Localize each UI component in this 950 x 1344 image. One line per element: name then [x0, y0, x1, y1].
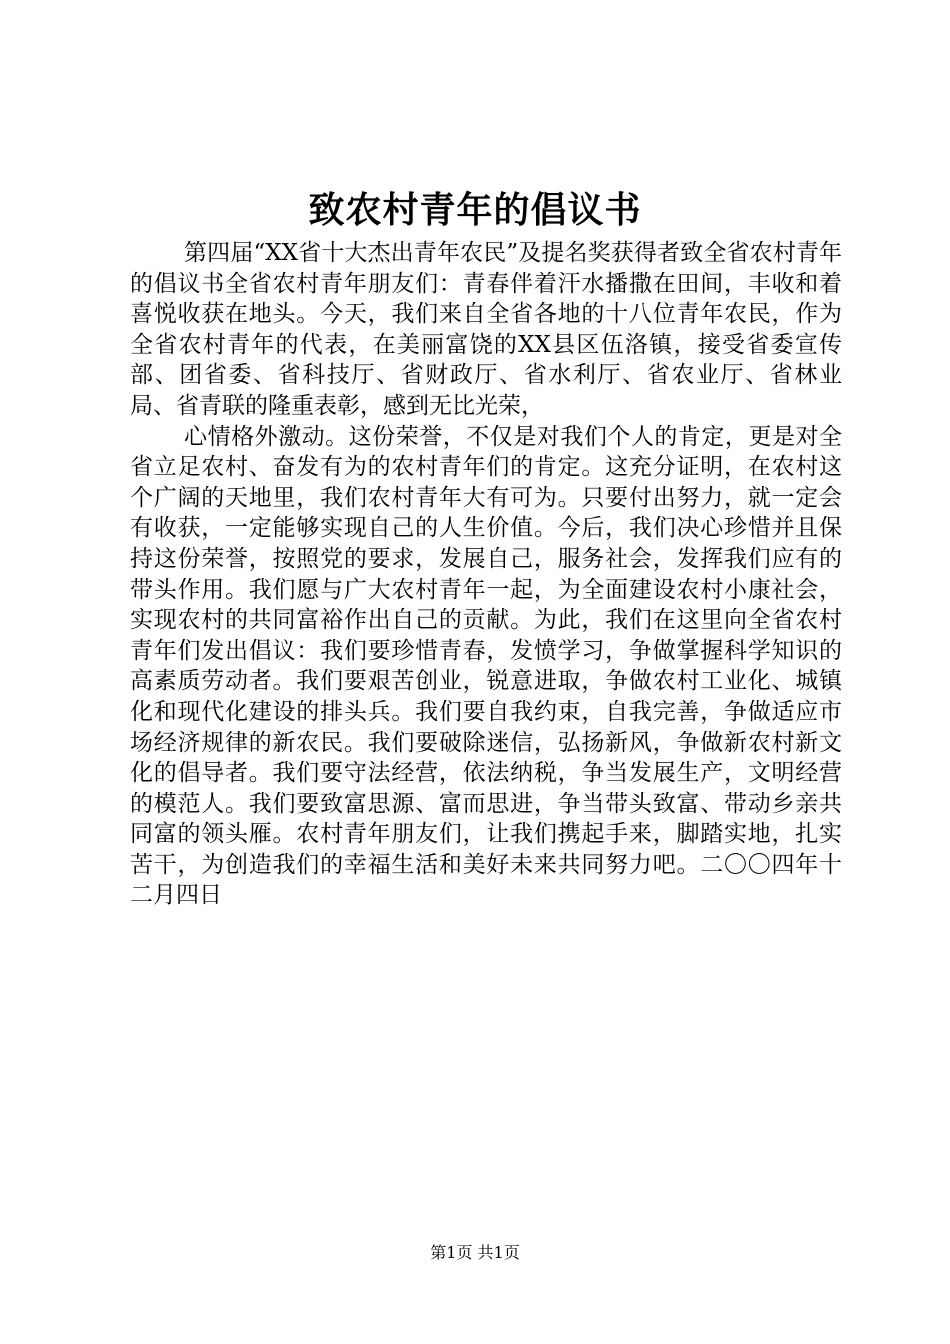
paragraph-2: 心情格外激动。这份荣誉，不仅是对我们个人的肯定，更是对全省立足农村、奋发有为的农村青年们的肯定。这充分证明，在农村这个广阔的天地里，我们农村青年大有可为。只要付出努力，就一定会有收获，一定能够实现自己的人生价值。今后，我们决心珍惜并且保持这份荣誉，按照党的要求，发展自己，服务社会，发挥我们应有的带头作用。我们愿与广大农村青年一起，为全面建设农村小康社会，实现农村的共同富裕作出自己的贡献。为此，我们在这里向全省农村青年们发出倡议：我们要珍惜青春，发愤学习，争做掌握科学知识的高素质劳动者。我们要艰苦创业，锐意进取，争做农村工业化、城镇化和现代化建设的排头兵。我们要自我约束，自我完善，争做适应市场经济规律的新农民。我们要破除迷信，弘扬新风，争做新农村新文化的倡导者。我们要守法经营，依法纳税，争当发展生产，文明经营的模范人。我们要致富思源、富而思进，争当带头致富、带动乡亲共同富的领头雁。农村青年朋友们，让我们携起手来，脚踏实地，扎实苦干，为创造我们的幸福生活和美好未来共同努力吧。二〇〇四年十二月四日: [130, 423, 842, 909]
document-title: 致农村青年的倡议书: [308, 189, 642, 231]
page-footer: 第1页 共1页: [430, 1243, 520, 1262]
paragraph-1: 第四届“XX省十大杰出青年农民”及提名奖获得者致全省农村青年的倡议书全省农村青年朋友们：青春伴着汗水播撒在田间，丰收和着喜悦收获在地头。今天，我们来自全省各地的十八位青年农民，作为全省农村青年的代表，在美丽富饶的XX县区伍洛镇，接受省委宣传部、团省委、省科技厅、省财政厅、省水利厅、省农业厅、省林业局、省青联的隆重表彰，感到无比光荣，: [130, 240, 842, 419]
document-body: [130, 238, 842, 911]
